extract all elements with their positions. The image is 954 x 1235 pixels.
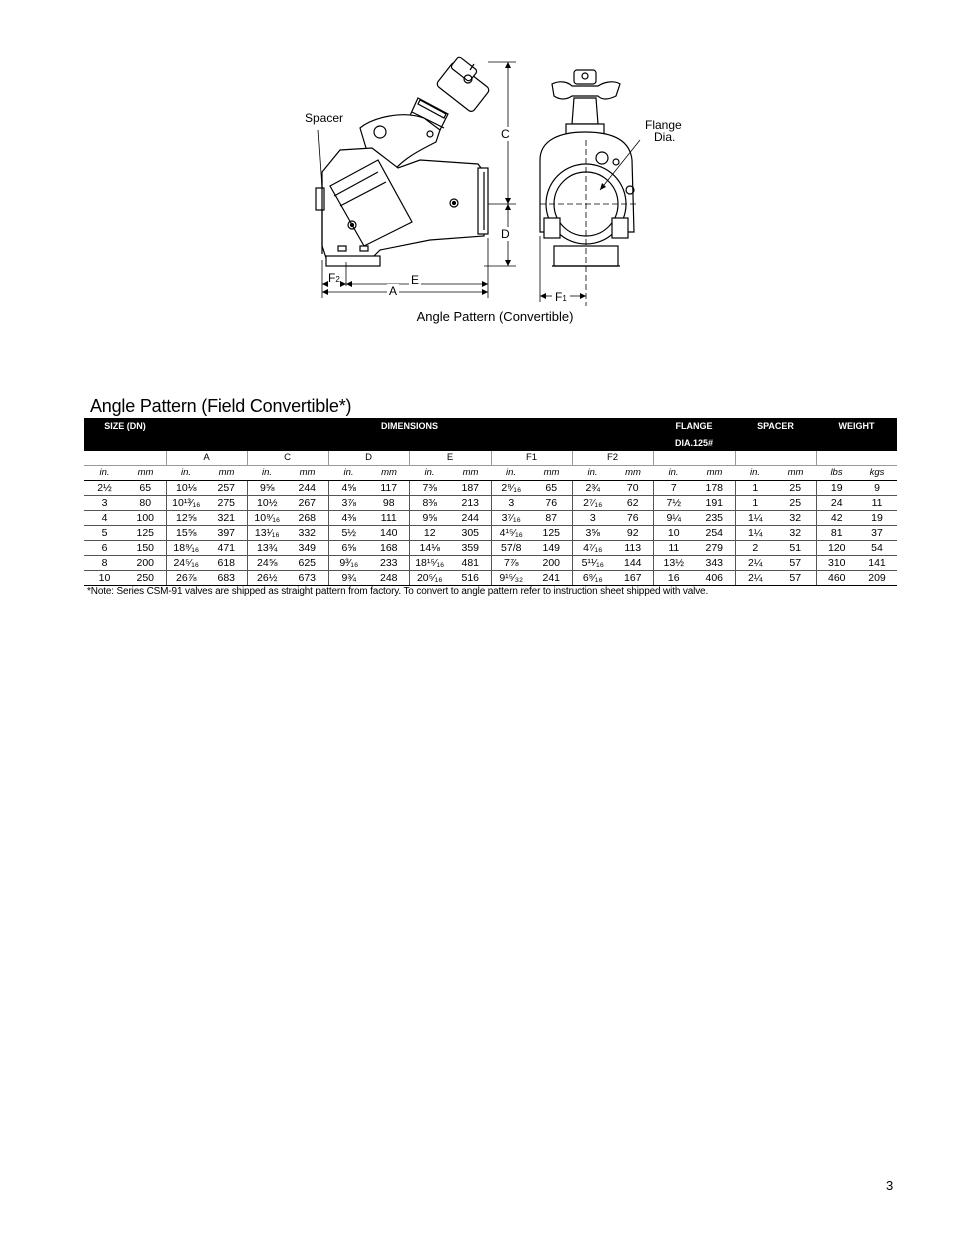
table-cell: 10 — [84, 571, 125, 586]
table-cell: 37 — [857, 526, 897, 541]
header-weight: WEIGHT — [816, 418, 897, 434]
header-dimensions: DIMENSIONS — [166, 418, 653, 434]
table-cell: 9¼ — [653, 511, 694, 526]
unit-cell: in. — [653, 466, 694, 481]
table-cell: 10 — [653, 526, 694, 541]
table-cell: 117 — [369, 481, 409, 496]
table-cell: 2 — [735, 541, 775, 556]
table-cell: 19 — [857, 511, 897, 526]
table-cell: 168 — [369, 541, 409, 556]
table-cell: 268 — [287, 511, 328, 526]
table-cell: 167 — [613, 571, 653, 586]
table-cell: 125 — [125, 526, 166, 541]
spacer-label: Spacer — [305, 111, 344, 125]
table-cell: 3⅝ — [572, 526, 613, 541]
table-cell: 1¼ — [735, 511, 775, 526]
dim-d-label: D — [501, 227, 510, 241]
table-cell: 12 — [409, 526, 450, 541]
table-cell: 81 — [816, 526, 857, 541]
table-cell: 310 — [816, 556, 857, 571]
table-row — [84, 481, 897, 496]
unit-cell: mm — [613, 466, 653, 481]
table-cell: 6⅝ — [328, 541, 369, 556]
table-cell: 359 — [450, 541, 491, 556]
table-cell: 26½ — [247, 571, 287, 586]
table-cell: 178 — [694, 481, 735, 496]
table-cell: 76 — [613, 511, 653, 526]
table-cell: 6⁹⁄₁₆ — [572, 571, 613, 586]
header-spacer: SPACER — [735, 418, 816, 434]
table-cell: 267 — [287, 496, 328, 511]
unit-cell: in. — [735, 466, 775, 481]
table-cell: 4 — [84, 511, 125, 526]
table-cell: 321 — [206, 511, 247, 526]
table-row — [84, 556, 897, 571]
table-units-row — [84, 466, 897, 481]
table-cell: 1 — [735, 481, 775, 496]
table-row — [84, 571, 897, 586]
header-size: SIZE (DN) — [84, 418, 166, 434]
table-cell: 244 — [450, 511, 491, 526]
unit-cell: mm — [125, 466, 166, 481]
table-cell: 254 — [694, 526, 735, 541]
table-cell: 92 — [613, 526, 653, 541]
table-cell: 7 — [653, 481, 694, 496]
table-cell: 5 — [84, 526, 125, 541]
unit-cell: in. — [84, 466, 125, 481]
table-row — [84, 526, 897, 541]
table-cell: 2½ — [84, 481, 125, 496]
table-cell: 187 — [450, 481, 491, 496]
table-cell: 5¹¹⁄₁₆ — [572, 556, 613, 571]
table-cell: 100 — [125, 511, 166, 526]
table-cell: 13½ — [653, 556, 694, 571]
unit-cell: mm — [531, 466, 572, 481]
unit-cell: mm — [287, 466, 328, 481]
table-cell: 3⁷⁄₁₆ — [491, 511, 531, 526]
table-cell: 150 — [125, 541, 166, 556]
group-a: A — [166, 451, 247, 466]
table-cell: 87 — [531, 511, 572, 526]
table-cell: 481 — [450, 556, 491, 571]
table-cell: 235 — [694, 511, 735, 526]
table-cell: 257 — [206, 481, 247, 496]
header-flange: FLANGE — [653, 418, 735, 434]
table-row — [84, 511, 897, 526]
unit-cell: in. — [572, 466, 613, 481]
table-cell: 244 — [287, 481, 328, 496]
table-cell: 15⅝ — [166, 526, 206, 541]
table-body — [84, 481, 897, 586]
table-cell: 9¾ — [328, 571, 369, 586]
dia-label: Dia. — [654, 130, 676, 144]
header-flange-sub: DIA.125# — [653, 434, 735, 451]
table-cell: 9⅝ — [247, 481, 287, 496]
table-cell: 618 — [206, 556, 247, 571]
table-cell: 683 — [206, 571, 247, 586]
table-row — [84, 496, 897, 511]
handwheel-left — [436, 56, 491, 113]
table-cell: 42 — [816, 511, 857, 526]
table-cell: 3 — [491, 496, 531, 511]
table-row — [84, 541, 897, 556]
table-cell: 10⅛ — [166, 481, 206, 496]
table-cell: 24⅝ — [247, 556, 287, 571]
table-cell: 279 — [694, 541, 735, 556]
table-cell: 13¹⁄₁₆ — [247, 526, 287, 541]
group-d: D — [328, 451, 409, 466]
table-cell: 11 — [857, 496, 897, 511]
table-cell: 516 — [450, 571, 491, 586]
unit-cell: mm — [369, 466, 409, 481]
table-header-row — [84, 418, 897, 434]
table-cell: 12⅝ — [166, 511, 206, 526]
table-cell: 471 — [206, 541, 247, 556]
table-cell: 24⁵⁄₁₆ — [166, 556, 206, 571]
table-cell: 3 — [84, 496, 125, 511]
table-cell: 460 — [816, 571, 857, 586]
handwheel-right — [552, 70, 620, 99]
unit-cell: in. — [166, 466, 206, 481]
section-title: Angle Pattern (Field Convertible*) — [90, 396, 352, 416]
dimensions-table — [84, 418, 897, 586]
table-group-row — [84, 451, 897, 466]
unit-cell: in. — [328, 466, 369, 481]
table-cell: 25 — [775, 481, 816, 496]
table-cell: 8 — [84, 556, 125, 571]
table-cell: 65 — [125, 481, 166, 496]
table-cell: 141 — [857, 556, 897, 571]
table-cell: 2¼ — [735, 556, 775, 571]
table-cell: 19 — [816, 481, 857, 496]
table-cell: 51 — [775, 541, 816, 556]
dim-f1-label: F1 — [555, 290, 567, 304]
table-cell: 7½ — [653, 496, 694, 511]
table-cell: 120 — [816, 541, 857, 556]
table-subheader-row — [84, 434, 897, 451]
table-cell: 65 — [531, 481, 572, 496]
table-cell: 8⅜ — [409, 496, 450, 511]
flange-label: Flange — [645, 118, 682, 132]
table-cell: 54 — [857, 541, 897, 556]
table-cell: 2¼ — [735, 571, 775, 586]
unit-cell: mm — [206, 466, 247, 481]
table-cell: 9¹⁵⁄₃₂ — [491, 571, 531, 586]
table-cell: 275 — [206, 496, 247, 511]
unit-cell: in. — [491, 466, 531, 481]
group-e: E — [409, 451, 491, 466]
table-cell: 200 — [531, 556, 572, 571]
table-cell: 32 — [775, 511, 816, 526]
unit-cell: in. — [247, 466, 287, 481]
table-cell: 3⅞ — [328, 496, 369, 511]
footnote: *Note: Series CSM-91 valves are shipped as straight pattern from factory. To convert to angle pattern refer to instruction sheet shipped with valve. — [87, 586, 709, 597]
table-cell: 2⁹⁄₁₆ — [491, 481, 531, 496]
table-cell: 241 — [531, 571, 572, 586]
table-cell: 1 — [735, 496, 775, 511]
unit-cell: mm — [775, 466, 816, 481]
page-number: 3 — [886, 1178, 894, 1193]
table-cell: 200 — [125, 556, 166, 571]
table-cell: 14⅛ — [409, 541, 450, 556]
table-cell: 625 — [287, 556, 328, 571]
valve-diagram — [0, 0, 954, 340]
table-cell: 1¼ — [735, 526, 775, 541]
table-cell: 673 — [287, 571, 328, 586]
table-cell: 10½ — [247, 496, 287, 511]
dim-a-label: A — [389, 284, 398, 298]
table-cell: 349 — [287, 541, 328, 556]
table-cell: 191 — [694, 496, 735, 511]
table-cell: 18⁹⁄₁₆ — [166, 541, 206, 556]
table-cell: 4⁷⁄₁₆ — [572, 541, 613, 556]
table-cell: 16 — [653, 571, 694, 586]
unit-cell: mm — [694, 466, 735, 481]
group-f2: F2 — [572, 451, 653, 466]
table-cell: 305 — [450, 526, 491, 541]
table-cell: 5½ — [328, 526, 369, 541]
table-cell: 13¾ — [247, 541, 287, 556]
table-cell: 343 — [694, 556, 735, 571]
table-cell: 10⁹⁄₁₆ — [247, 511, 287, 526]
table-cell: 332 — [287, 526, 328, 541]
table-cell: 10¹³⁄₁₆ — [166, 496, 206, 511]
table-cell: 125 — [531, 526, 572, 541]
table-cell: 20⁵⁄₁₆ — [409, 571, 450, 586]
table-cell: 9³⁄₁₆ — [328, 556, 369, 571]
unit-cell: kgs — [857, 466, 897, 481]
table-cell: 2⁷⁄₁₆ — [572, 496, 613, 511]
table-cell: 98 — [369, 496, 409, 511]
group-f1: F1 — [491, 451, 572, 466]
unit-cell: lbs — [816, 466, 857, 481]
table-cell: 111 — [369, 511, 409, 526]
table-cell: 7⅞ — [491, 556, 531, 571]
table-cell: 4⅜ — [328, 511, 369, 526]
table-cell: 76 — [531, 496, 572, 511]
unit-cell: in. — [409, 466, 450, 481]
table-cell: 6 — [84, 541, 125, 556]
table-cell: 9⅝ — [409, 511, 450, 526]
table-cell: 25 — [775, 496, 816, 511]
table-cell: 4⅝ — [328, 481, 369, 496]
table-cell: 57 — [775, 571, 816, 586]
table-cell: 213 — [450, 496, 491, 511]
table-cell: 248 — [369, 571, 409, 586]
table-cell: 57/8 — [491, 541, 531, 556]
dim-c-label: C — [501, 127, 510, 141]
dim-e-label: E — [411, 273, 420, 287]
unit-cell: mm — [450, 466, 491, 481]
table-cell: 70 — [613, 481, 653, 496]
table-cell: 80 — [125, 496, 166, 511]
table-cell: 140 — [369, 526, 409, 541]
table-cell: 9 — [857, 481, 897, 496]
table-cell: 18¹⁵⁄₁₆ — [409, 556, 450, 571]
table-cell: 209 — [857, 571, 897, 586]
table-cell: 2¾ — [572, 481, 613, 496]
table-cell: 3 — [572, 511, 613, 526]
table-cell: 406 — [694, 571, 735, 586]
table-cell: 7⅜ — [409, 481, 450, 496]
table-cell: 397 — [206, 526, 247, 541]
diagram-caption: Angle Pattern (Convertible) — [416, 309, 574, 324]
table-cell: 113 — [613, 541, 653, 556]
table-cell: 26⅞ — [166, 571, 206, 586]
dim-f2-label: F2 — [328, 271, 340, 285]
table-cell: 149 — [531, 541, 572, 556]
table-cell: 24 — [816, 496, 857, 511]
table-cell: 32 — [775, 526, 816, 541]
table-cell: 11 — [653, 541, 694, 556]
table-cell: 250 — [125, 571, 166, 586]
table-cell: 144 — [613, 556, 653, 571]
group-c: C — [247, 451, 328, 466]
table-cell: 4¹⁵⁄₁₆ — [491, 526, 531, 541]
table-cell: 57 — [775, 556, 816, 571]
table-cell: 233 — [369, 556, 409, 571]
table-cell: 62 — [613, 496, 653, 511]
